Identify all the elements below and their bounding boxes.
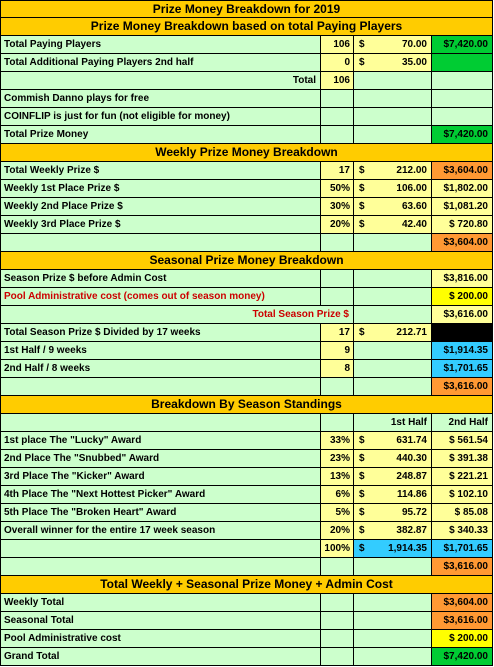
- row-amount-cell[interactable]: [354, 306, 432, 324]
- row-total[interactable]: $3,604.00: [432, 162, 493, 180]
- row-label[interactable]: Commish Danno plays for free: [0, 90, 321, 108]
- row-amount-cell[interactable]: [354, 198, 432, 216]
- row-total[interactable]: $1,081.20: [432, 198, 493, 216]
- section2-header-row: [0, 144, 493, 162]
- section3-header-row: [0, 252, 493, 270]
- row-total[interactable]: $1,802.00: [432, 180, 493, 198]
- section1-header[interactable]: Prize Money Breakdown based on total Paying Players: [0, 18, 493, 36]
- table-row: [0, 468, 493, 486]
- table-row: [0, 180, 493, 198]
- sheet-title[interactable]: Prize Money Breakdown for 2019: [0, 0, 493, 18]
- row-count[interactable]: [321, 612, 354, 630]
- row-second-half[interactable]: $ 85.08: [432, 504, 493, 522]
- row-amount-cell[interactable]: [354, 648, 432, 666]
- row-first-half: 114.86: [396, 489, 427, 500]
- row-first-half-cell[interactable]: [354, 432, 432, 450]
- row-first-half-cell[interactable]: [354, 540, 432, 558]
- row-total[interactable]: $7,420.00: [432, 36, 493, 54]
- table-row: [0, 126, 493, 144]
- row-count[interactable]: 8: [321, 360, 354, 378]
- table-row: [0, 360, 493, 378]
- dollar-sign: $: [359, 489, 365, 500]
- row-amount-cell[interactable]: [354, 54, 432, 72]
- row-amount-cell[interactable]: [354, 558, 432, 576]
- table-row: [0, 108, 493, 126]
- row-amount-cell[interactable]: [354, 36, 432, 54]
- section4-header-row: [0, 396, 493, 414]
- table-row: [0, 36, 493, 54]
- dollar-sign: $: [359, 39, 365, 50]
- row-total[interactable]: $1,701.65: [432, 360, 493, 378]
- table-row: [0, 486, 493, 504]
- row-amount: 212.00: [396, 165, 427, 176]
- row-amount-cell[interactable]: [354, 288, 432, 306]
- row-amount-cell[interactable]: [354, 630, 432, 648]
- row-count[interactable]: 30%: [321, 198, 354, 216]
- row-second-half[interactable]: $ 221.21: [432, 468, 493, 486]
- table-row: [0, 612, 493, 630]
- table-row: [0, 270, 493, 288]
- subtotal[interactable]: $3,604.00: [432, 234, 493, 252]
- row-label[interactable]: 1st Half / 9 weeks: [0, 342, 321, 360]
- row-amount: 212.71: [396, 327, 427, 338]
- row-amount: 35.00: [401, 57, 427, 68]
- dollar-sign: $: [359, 453, 365, 464]
- row-total[interactable]: $1,914.35: [432, 342, 493, 360]
- table-row: [0, 324, 493, 342]
- table-row: [0, 306, 493, 324]
- row-label[interactable]: Grand Total: [0, 648, 321, 666]
- row-label[interactable]: COINFLIP is just for fun (not eligible for money): [0, 108, 321, 126]
- row-count[interactable]: [321, 648, 354, 666]
- row-amount-cell[interactable]: [354, 108, 432, 126]
- dollar-sign: $: [359, 327, 365, 338]
- table-row: [0, 594, 493, 612]
- dollar-sign: $: [359, 543, 365, 554]
- row-count[interactable]: 20%: [321, 216, 354, 234]
- row-second-half[interactable]: $ 102.10: [432, 486, 493, 504]
- row-first-half-cell[interactable]: [354, 504, 432, 522]
- title-row: [0, 0, 493, 18]
- row-first-half-cell[interactable]: [354, 486, 432, 504]
- row-amount-cell[interactable]: [354, 342, 432, 360]
- col-first-half-header[interactable]: 1st Half: [354, 414, 432, 432]
- table-row: [0, 504, 493, 522]
- row-count[interactable]: [321, 126, 354, 144]
- section3-header[interactable]: Seasonal Prize Money Breakdown: [0, 252, 493, 270]
- row-count[interactable]: 17: [321, 324, 354, 342]
- row-first-half-cell[interactable]: [354, 450, 432, 468]
- subtotal[interactable]: $3,616.00: [432, 558, 493, 576]
- row-count[interactable]: [321, 90, 354, 108]
- row-amount-cell[interactable]: [354, 216, 432, 234]
- row-count[interactable]: 106: [321, 72, 354, 90]
- row-count[interactable]: [321, 234, 354, 252]
- row-label[interactable]: Total Additional Paying Players 2nd half: [0, 54, 321, 72]
- row-pct[interactable]: 5%: [321, 504, 354, 522]
- row-count[interactable]: [321, 558, 354, 576]
- row-pct[interactable]: 23%: [321, 450, 354, 468]
- dollar-sign: $: [359, 435, 365, 446]
- row-label[interactable]: 4th Place The "Next Hottest Picker" Award: [0, 486, 321, 504]
- table-row: [0, 198, 493, 216]
- row-count[interactable]: [321, 288, 354, 306]
- table-row: [0, 288, 493, 306]
- column-header-row: [0, 414, 493, 432]
- dollar-sign: $: [359, 201, 365, 212]
- table-row: [0, 648, 493, 666]
- row-count[interactable]: [321, 414, 354, 432]
- row-total[interactable]: [432, 54, 493, 72]
- row-pct[interactable]: 13%: [321, 468, 354, 486]
- row-total[interactable]: $ 720.80: [432, 216, 493, 234]
- row-total[interactable]: $3,616.00: [432, 612, 493, 630]
- col-second-half-header[interactable]: 2nd Half: [432, 414, 493, 432]
- row-count[interactable]: [321, 108, 354, 126]
- row-count[interactable]: 50%: [321, 180, 354, 198]
- row-total[interactable]: [432, 324, 493, 342]
- table-row: [0, 522, 493, 540]
- dollar-sign: $: [359, 507, 365, 518]
- table-row: [0, 72, 493, 90]
- row-count[interactable]: [321, 594, 354, 612]
- section2-header[interactable]: Weekly Prize Money Breakdown: [0, 144, 493, 162]
- row-amount-cell[interactable]: [354, 324, 432, 342]
- row-count[interactable]: [321, 630, 354, 648]
- row-label[interactable]: 3rd Place The "Kicker" Award: [0, 468, 321, 486]
- row-first-half-cell[interactable]: [354, 522, 432, 540]
- section5-header-row: [0, 576, 493, 594]
- section4-header[interactable]: Breakdown By Season Standings: [0, 396, 493, 414]
- row-label[interactable]: [0, 234, 321, 252]
- row-label[interactable]: Weekly 3rd Place Prize $: [0, 216, 321, 234]
- row-label[interactable]: [0, 558, 321, 576]
- row-pct[interactable]: 33%: [321, 432, 354, 450]
- row-first-half: 248.87: [396, 471, 427, 482]
- row-total[interactable]: $3,604.00: [432, 594, 493, 612]
- row-amount-cell[interactable]: [354, 378, 432, 396]
- row-total[interactable]: $ 200.00: [432, 288, 493, 306]
- row-pct[interactable]: 20%: [321, 522, 354, 540]
- table-row: [0, 342, 493, 360]
- row-label[interactable]: 5th Place The "Broken Heart" Award: [0, 504, 321, 522]
- table-row: [0, 54, 493, 72]
- table-row: [0, 630, 493, 648]
- table-row: [0, 540, 493, 558]
- row-label[interactable]: Weekly 2nd Place Prize $: [0, 198, 321, 216]
- row-second-half[interactable]: $1,701.65: [432, 540, 493, 558]
- row-label[interactable]: 2nd Half / 8 weeks: [0, 360, 321, 378]
- row-amount: 106.00: [396, 183, 427, 194]
- row-total[interactable]: $3,816.00: [432, 270, 493, 288]
- table-row: [0, 90, 493, 108]
- table-row: [0, 558, 493, 576]
- row-second-half[interactable]: $ 561.54: [432, 432, 493, 450]
- dollar-sign: $: [359, 219, 365, 230]
- row-amount-cell[interactable]: [354, 594, 432, 612]
- row-first-half-cell[interactable]: [354, 468, 432, 486]
- row-second-half[interactable]: $ 391.38: [432, 450, 493, 468]
- row-label[interactable]: Weekly Total: [0, 594, 321, 612]
- row-first-half: 95.72: [401, 507, 427, 518]
- row-label[interactable]: 2nd Place The "Snubbed" Award: [0, 450, 321, 468]
- row-label[interactable]: [0, 540, 321, 558]
- table-row: [0, 162, 493, 180]
- row-label[interactable]: Total Weekly Prize $: [0, 162, 321, 180]
- row-label[interactable]: Total Paying Players: [0, 36, 321, 54]
- row-pct[interactable]: 6%: [321, 486, 354, 504]
- table-row: [0, 432, 493, 450]
- row-label[interactable]: 1st place The "Lucky" Award: [0, 432, 321, 450]
- row-label[interactable]: Weekly 1st Place Prize $: [0, 180, 321, 198]
- row-count[interactable]: [321, 270, 354, 288]
- row-amount-cell[interactable]: [354, 162, 432, 180]
- row-count[interactable]: 17: [321, 162, 354, 180]
- row-total[interactable]: $7,420.00: [432, 648, 493, 666]
- row-label[interactable]: [0, 378, 321, 396]
- row-total[interactable]: [432, 108, 493, 126]
- row-label[interactable]: Total Prize Money: [0, 126, 321, 144]
- row-label[interactable]: Pool Administrative cost: [0, 630, 321, 648]
- row-label[interactable]: Total Season Prize $ Divided by 17 weeks: [0, 324, 321, 342]
- row-first-half: 1,914.35: [388, 543, 427, 554]
- row-amount: 42.40: [401, 219, 427, 230]
- table-row: [0, 234, 493, 252]
- row-label[interactable]: Total: [0, 72, 321, 90]
- row-amount: 63.60: [401, 201, 427, 212]
- row-label[interactable]: Season Prize $ before Admin Cost: [0, 270, 321, 288]
- row-first-half: 631.74: [396, 435, 427, 446]
- dollar-sign: $: [359, 183, 365, 194]
- row-amount-cell[interactable]: [354, 180, 432, 198]
- row-first-half: 382.87: [396, 525, 427, 536]
- row-total[interactable]: $3,616.00: [432, 306, 493, 324]
- row-label[interactable]: [0, 414, 321, 432]
- row-second-half[interactable]: $ 340.33: [432, 522, 493, 540]
- subtotal[interactable]: $3,616.00: [432, 378, 493, 396]
- row-amount-cell[interactable]: [354, 360, 432, 378]
- row-amount-cell[interactable]: [354, 270, 432, 288]
- row-amount-cell[interactable]: [354, 90, 432, 108]
- row-first-half: 440.30: [396, 453, 427, 464]
- table-row: [0, 216, 493, 234]
- dollar-sign: $: [359, 525, 365, 536]
- row-label[interactable]: Seasonal Total: [0, 612, 321, 630]
- row-count[interactable]: 9: [321, 342, 354, 360]
- dollar-sign: $: [359, 57, 365, 68]
- row-total[interactable]: $7,420.00: [432, 126, 493, 144]
- table-row: [0, 450, 493, 468]
- row-amount-cell[interactable]: [354, 234, 432, 252]
- row-count[interactable]: 106: [321, 36, 354, 54]
- row-total[interactable]: $ 200.00: [432, 630, 493, 648]
- row-pct[interactable]: 100%: [321, 540, 354, 558]
- dollar-sign: $: [359, 471, 365, 482]
- dollar-sign: $: [359, 165, 365, 176]
- row-amount-cell[interactable]: [354, 126, 432, 144]
- row-total[interactable]: [432, 90, 493, 108]
- row-label[interactable]: Pool Administrative cost (comes out of season money): [0, 288, 321, 306]
- row-total[interactable]: [432, 72, 493, 90]
- row-amount: 70.00: [401, 39, 427, 50]
- row-count[interactable]: 0: [321, 54, 354, 72]
- row-count[interactable]: [321, 378, 354, 396]
- section1-header-row: [0, 18, 493, 36]
- row-amount-cell[interactable]: [354, 612, 432, 630]
- row-label[interactable]: Total Season Prize $: [0, 306, 354, 324]
- section5-header[interactable]: Total Weekly + Seasonal Prize Money + Admin Cost: [0, 576, 493, 594]
- row-label[interactable]: Overall winner for the entire 17 week season: [0, 522, 321, 540]
- table-row: [0, 378, 493, 396]
- row-amount-cell[interactable]: [354, 72, 432, 90]
